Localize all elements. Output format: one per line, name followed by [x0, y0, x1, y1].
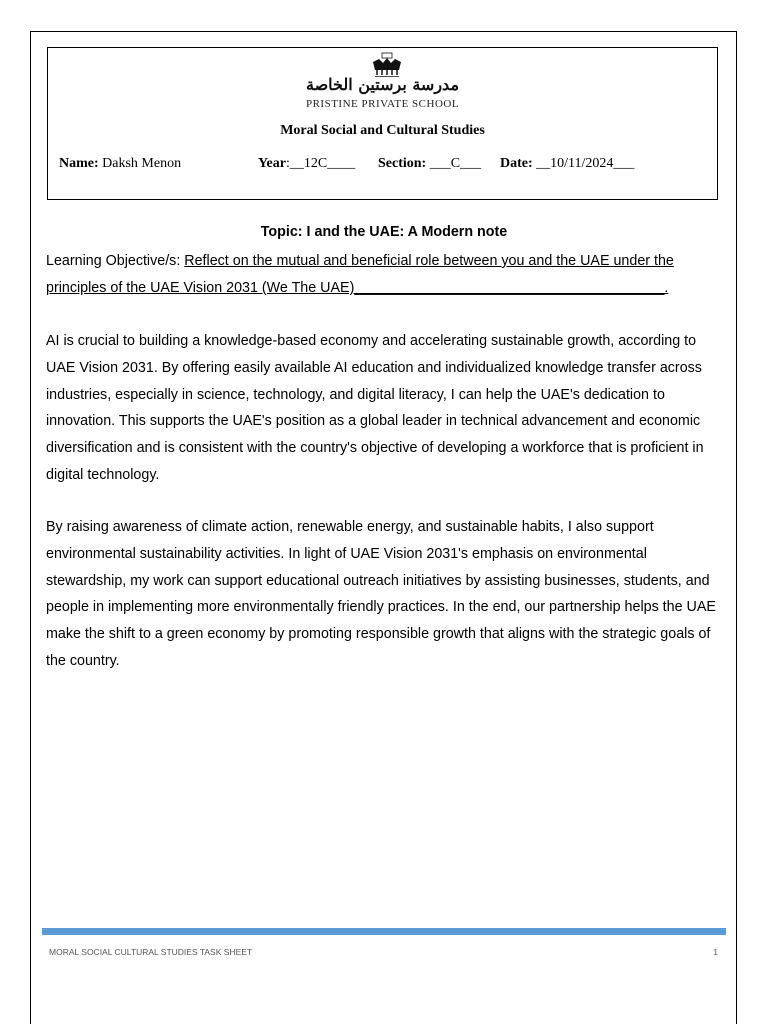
name-value: Daksh Menon	[102, 156, 182, 171]
paragraph-1: AI is crucial to building a knowledge-based economy and accelerating sustainable growth, according to UAE Vision 2031. By offering easily available AI education and individualized knowledge transfer across industries, especially in science, technology, and digital literacy, I can help the UAE's dedication to innovation. This supports the UAE's position as a global leader in technical advancement and economic diversification and is consistent with the country's objective of developing a workforce that is proficient in digital technology.	[46, 333, 704, 483]
school-name-arabic: مدرسة برستين الخاصة	[305, 75, 460, 94]
date-value: __10/11/2024___	[536, 156, 635, 171]
school-name-english: PRISTINE PRIVATE SCHOOL	[305, 98, 460, 110]
name-label: Name:	[59, 156, 99, 171]
school-logo	[48, 52, 717, 112]
page-number: 1	[713, 947, 718, 957]
document-header	[47, 47, 718, 200]
date-label: Date:	[500, 156, 533, 171]
year-label: Year	[258, 156, 286, 171]
learning-objective	[46, 248, 726, 302]
paragraph-2: By raising awareness of climate action, renewable energy, and sustainable habits, I also support environmental sustainability activities. In light of UAE Vision 2031's emphasis on environmental stewardship, my work can support educational outreach initiatives by assisting businesses, students, and people in implementing more environmentally friendly practices. In the end, our partnership helps the UAE make the shift to a green economy by promoting responsible growth that aligns with the strategic goals of the country.	[46, 519, 716, 669]
footer-title: MORAL SOCIAL CULTURAL STUDIES TASK SHEET	[49, 947, 253, 957]
section-value: ___C___	[429, 156, 482, 171]
section-label: Section:	[378, 156, 427, 171]
objective-text: Reflect on the mutual and beneficial role between you and the UAE under the principles of the UAE Vision 2031 (We The UAE)_______________________________________.	[46, 253, 674, 296]
objective-label: Learning Objective/s:	[46, 253, 185, 269]
name-field	[59, 156, 181, 172]
year-field	[258, 156, 355, 172]
footer-divider	[42, 928, 726, 935]
year-value: :__12C____	[286, 156, 356, 171]
subject-title: Moral Social and Cultural Studies	[280, 123, 485, 138]
date-field	[500, 156, 634, 172]
topic-heading: Topic: I and the UAE: A Modern note	[260, 224, 508, 240]
section-field	[378, 156, 481, 172]
